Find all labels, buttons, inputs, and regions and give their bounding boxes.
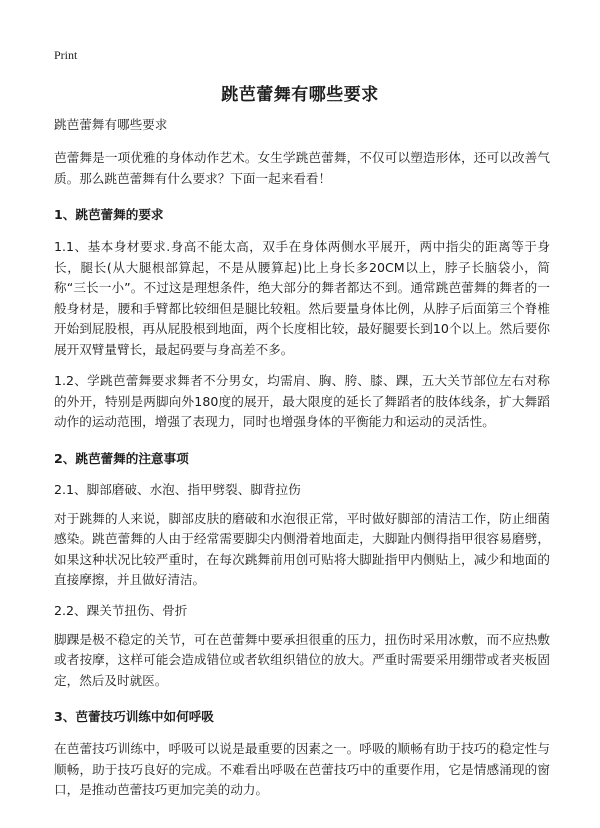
document-subtitle: 跳芭蕾舞有哪些要求 (54, 117, 168, 132)
paragraph-body-requirements: 1.1、基本身材要求.身高不能太高，双手在身体两侧水平展开，两中指尖的距离等于身长，腿长(从大腿根部算起，不是从腰算起)比上身长多20CM以上，脖子长脑袋小，简称“三长一小”。不过这是理想条件，绝大部分的舞者都达不到。通常跳芭蕾舞的舞者的一般身材是，腰和手臂都比较细但是腿比较粗。然后要量身体比例，从脖子后面第三个脊椎开始到屁股根，再从屁股根到地面，两个长度相比较，最好腿要长到10个以上。然后要你展开双臂量臂长，最起码要与身高差不多。 (54, 239, 550, 357)
paragraph-turnout-requirements: 1.2、学跳芭蕾舞要求舞者不分男女，均需肩、胸、胯、膝、踝，五大关节部位左右对称的外开，特别是两脚向外180度的展开，最大限度的延长了舞蹈者的肢体线条，扩大舞蹈动作的运动范围，增强了表现力，同时也增强身体的平衡能力和运动的灵活性。 (54, 373, 550, 429)
print-link[interactable]: Print (54, 48, 78, 62)
paragraph-breathing: 在芭蕾技巧训练中，呼吸可以说是最重要的因素之一。呼吸的顺畅有助于技巧的稳定性与顺畅，助于技巧良好的完成。不难看出呼吸在芭蕾技巧中的重要作用，它是情感涌现的窗口，是推动芭蕾技巧更加完美的动力。 (54, 741, 550, 797)
intro-paragraph: 芭蕾舞是一项优雅的身体动作艺术。女生学跳芭蕾舞，不仅可以塑造形体，还可以改善气质。那么跳芭蕾舞有什么要求？下面一起来看看！ (54, 150, 550, 186)
subsection-heading-foot-injuries: 2.1、脚部磨破、水泡、指甲劈裂、脚背拉伤 (54, 481, 301, 497)
document-body (54, 117, 550, 812)
subsection-heading-ankle-injuries: 2.2、踝关节扭伤、骨折 (54, 602, 188, 618)
paragraph-foot-injuries: 对于跳舞的人来说，脚部皮肤的磨破和水泡很正常，平时做好脚部的清洁工作，防止细菌感染。跳芭蕾舞的人由于经常需要脚尖内侧滑着地面走，大脚趾内侧得指甲很容易磨劈，如果这种状况比较严重时，在每次跳舞前用创可贴将大脚趾指甲内侧贴上，减少和地面的直接摩擦，并且做好清洁。 (54, 510, 550, 587)
paragraph-ankle-injuries: 脚踝是极不稳定的关节，可在芭蕾舞中要承担很重的压力，扭伤时采用冰敷，而不应热敷或者按摩，这样可能会造成错位或者软组织错位的放大。严重时需要采用绷带或者夹板固定，然后及时就医。 (54, 631, 550, 688)
section-heading-requirements: 1、跳芭蕾舞的要求 (54, 207, 164, 222)
section-heading-precautions: 2、跳芭蕾舞的注意事项 (54, 450, 189, 466)
section-heading-breathing: 3、芭蕾技巧训练中如何呼吸 (54, 709, 214, 724)
page-title: 跳芭蕾舞有哪些要求 (221, 85, 379, 105)
